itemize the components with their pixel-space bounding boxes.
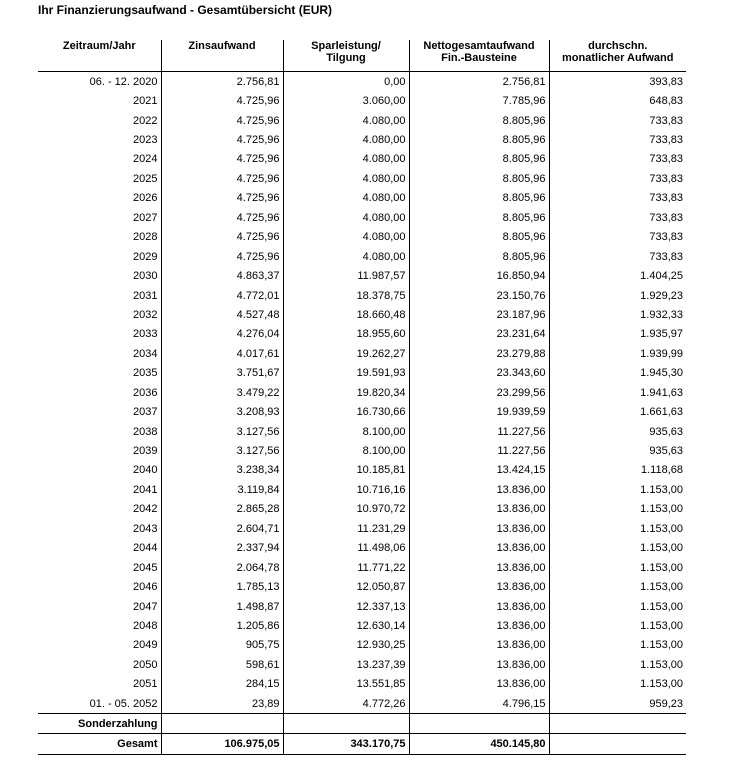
cell-sparleistung: 10.970,72 <box>283 500 409 519</box>
cell-zinsaufwand: 3.238,34 <box>161 461 283 480</box>
col-header-sparleistung-line2: Tilgung <box>326 52 366 64</box>
cell-zinsaufwand: 4.725,96 <box>161 130 283 149</box>
cell-zeitraum: 2042 <box>133 503 158 516</box>
cell-zeitraum: 2021 <box>133 95 158 108</box>
cell-monatlich: 1.935,97 <box>549 325 686 344</box>
cell-netto: 23.231,64 <box>409 325 549 344</box>
cell-netto: 13.836,00 <box>409 558 549 577</box>
cell-zinsaufwand: 905,75 <box>161 636 283 655</box>
cell-zinsaufwand: 23,89 <box>161 694 283 714</box>
cell-sparleistung: 16.730,66 <box>283 402 409 421</box>
cell-monatlich: 1.153,00 <box>549 500 686 519</box>
cell-zinsaufwand: 4.725,96 <box>161 91 283 110</box>
table-row <box>38 325 686 344</box>
sonderzahlung-netto <box>409 714 549 734</box>
table-row <box>38 675 686 694</box>
cell-netto: 13.836,00 <box>409 616 549 635</box>
cell-netto: 23.299,56 <box>409 383 549 402</box>
col-header-zinsaufwand <box>161 40 283 72</box>
cell-zinsaufwand: 3.479,22 <box>161 383 283 402</box>
cell-zeitraum: 2044 <box>133 542 158 555</box>
cell-zinsaufwand: 284,15 <box>161 675 283 694</box>
cell-monatlich: 1.941,63 <box>549 383 686 402</box>
cell-monatlich: 959,23 <box>549 694 686 714</box>
cell-netto: 11.227,56 <box>409 441 549 460</box>
cell-zinsaufwand: 3.119,84 <box>161 480 283 499</box>
cell-zinsaufwand: 3.751,67 <box>161 364 283 383</box>
cell-zeitraum: 2047 <box>133 600 158 613</box>
cell-zeitraum: 2046 <box>133 581 158 594</box>
cell-sparleistung: 4.080,00 <box>283 247 409 266</box>
cell-zeitraum: 2049 <box>133 639 158 652</box>
table-header-row <box>38 40 686 72</box>
table-row <box>38 480 686 499</box>
cell-zeitraum: 2036 <box>133 386 158 399</box>
cell-netto: 19.939,59 <box>409 402 549 421</box>
cell-zinsaufwand: 1.785,13 <box>161 577 283 596</box>
table-row <box>38 247 686 266</box>
page-title: Ihr Finanzierungsaufwand - Gesamtübersicht (EUR) <box>38 3 333 17</box>
cell-monatlich: 1.932,33 <box>549 305 686 324</box>
cell-monatlich: 733,83 <box>549 208 686 227</box>
col-header-sparleistung-line1: Sparleistung/ <box>311 40 381 52</box>
cell-monatlich: 733,83 <box>549 169 686 188</box>
cell-netto: 13.836,00 <box>409 655 549 674</box>
cell-monatlich: 935,63 <box>549 422 686 441</box>
cell-netto: 13.836,00 <box>409 539 549 558</box>
table-row <box>38 636 686 655</box>
cell-zinsaufwand: 4.725,96 <box>161 150 283 169</box>
cell-sparleistung: 8.100,00 <box>283 422 409 441</box>
cell-sparleistung: 11.987,57 <box>283 266 409 285</box>
cell-zeitraum: 2043 <box>133 522 158 535</box>
cell-zinsaufwand: 4.725,96 <box>161 228 283 247</box>
table-row <box>38 539 686 558</box>
cell-monatlich: 1.153,00 <box>549 675 686 694</box>
cell-zeitraum: 2034 <box>133 347 158 360</box>
col-header-zeitraum <box>38 40 161 72</box>
cell-zeitraum: 2030 <box>133 270 158 283</box>
total-row <box>38 734 686 755</box>
cell-netto: 8.805,96 <box>409 228 549 247</box>
cell-netto: 8.805,96 <box>409 208 549 227</box>
cell-monatlich: 1.153,00 <box>549 519 686 538</box>
cell-monatlich: 1.939,99 <box>549 344 686 363</box>
table-row <box>38 111 686 130</box>
cell-zinsaufwand: 4.276,04 <box>161 325 283 344</box>
table-row <box>38 655 686 674</box>
table-row <box>38 616 686 635</box>
cell-sparleistung: 12.337,13 <box>283 597 409 616</box>
cell-sparleistung: 11.231,29 <box>283 519 409 538</box>
table-row <box>38 422 686 441</box>
cell-monatlich: 733,83 <box>549 247 686 266</box>
cell-sparleistung: 11.771,22 <box>283 558 409 577</box>
cell-zeitraum: 2026 <box>133 192 158 205</box>
cell-zeitraum: 2039 <box>133 445 158 458</box>
cell-sparleistung: 13.551,85 <box>283 675 409 694</box>
cell-zeitraum: 2029 <box>133 250 158 263</box>
cell-monatlich: 1.404,25 <box>549 266 686 285</box>
cell-zinsaufwand: 4.725,96 <box>161 208 283 227</box>
col-header-monatlich-line2: monatlicher Aufwand <box>562 52 674 64</box>
cell-zeitraum: 2024 <box>133 153 158 166</box>
cell-sparleistung: 18.378,75 <box>283 286 409 305</box>
cell-monatlich: 1.153,00 <box>549 616 686 635</box>
cell-sparleistung: 4.080,00 <box>283 208 409 227</box>
cell-zeitraum: 2025 <box>133 172 158 185</box>
cell-zeitraum: 2027 <box>133 211 158 224</box>
cell-zeitraum: 2050 <box>133 658 158 671</box>
table-row <box>38 189 686 208</box>
cell-sparleistung: 4.080,00 <box>283 169 409 188</box>
cell-netto: 2.756,81 <box>409 72 549 92</box>
cell-zinsaufwand: 2.604,71 <box>161 519 283 538</box>
cell-monatlich: 1.153,00 <box>549 539 686 558</box>
cell-netto: 4.796,15 <box>409 694 549 714</box>
cell-sparleistung: 13.237,39 <box>283 655 409 674</box>
table-row <box>38 577 686 596</box>
total-label: Gesamt <box>38 734 161 755</box>
cell-zinsaufwand: 4.725,96 <box>161 111 283 130</box>
col-header-sparleistung <box>283 40 409 72</box>
cell-netto: 16.850,94 <box>409 266 549 285</box>
table-row <box>38 286 686 305</box>
cell-sparleistung: 11.498,06 <box>283 539 409 558</box>
table-row <box>38 72 686 92</box>
col-header-monatlich <box>549 40 686 72</box>
cell-netto: 13.836,00 <box>409 519 549 538</box>
table-row <box>38 441 686 460</box>
cell-netto: 11.227,56 <box>409 422 549 441</box>
cell-zeitraum: 2051 <box>133 678 158 691</box>
cell-zeitraum: 2033 <box>133 328 158 341</box>
cell-sparleistung: 10.716,16 <box>283 480 409 499</box>
cell-zinsaufwand: 3.208,93 <box>161 402 283 421</box>
cell-zinsaufwand: 1.498,87 <box>161 597 283 616</box>
sonderzahlung-zins <box>161 714 283 734</box>
cell-sparleistung: 19.820,34 <box>283 383 409 402</box>
table-body <box>38 72 686 755</box>
cell-zeitraum: 01. - 05. 2052 <box>89 697 158 710</box>
cell-zinsaufwand: 4.527,48 <box>161 305 283 324</box>
cell-sparleistung: 4.080,00 <box>283 150 409 169</box>
cell-monatlich: 648,83 <box>549 91 686 110</box>
cell-netto: 13.836,00 <box>409 636 549 655</box>
table-row <box>38 694 686 714</box>
cell-netto: 23.279,88 <box>409 344 549 363</box>
cell-monatlich: 935,63 <box>549 441 686 460</box>
cell-sparleistung: 0,00 <box>283 72 409 92</box>
cell-monatlich: 1.153,00 <box>549 655 686 674</box>
table-row <box>38 344 686 363</box>
table-row <box>38 130 686 149</box>
cell-netto: 13.836,00 <box>409 597 549 616</box>
cell-monatlich: 1.153,00 <box>549 597 686 616</box>
cell-monatlich: 733,83 <box>549 111 686 130</box>
cell-zeitraum: 2045 <box>133 561 158 574</box>
cell-monatlich: 1.153,00 <box>549 577 686 596</box>
sonderzahlung-monatlich <box>549 714 686 734</box>
cell-zinsaufwand: 4.725,96 <box>161 189 283 208</box>
total-sparleistung: 343.170,75 <box>283 734 409 755</box>
table-row <box>38 305 686 324</box>
cell-zeitraum: 2035 <box>133 367 158 380</box>
table-row <box>38 383 686 402</box>
cell-sparleistung: 12.930,25 <box>283 636 409 655</box>
cell-sparleistung: 3.060,00 <box>283 91 409 110</box>
cell-zinsaufwand: 4.017,61 <box>161 344 283 363</box>
table-row <box>38 150 686 169</box>
cell-zinsaufwand: 2.337,94 <box>161 539 283 558</box>
table-row <box>38 169 686 188</box>
table-row <box>38 228 686 247</box>
col-header-netto <box>409 40 549 72</box>
table-row <box>38 500 686 519</box>
total-netto: 450.145,80 <box>409 734 549 755</box>
cell-netto: 8.805,96 <box>409 130 549 149</box>
cell-zinsaufwand: 2.064,78 <box>161 558 283 577</box>
cell-zeitraum: 2031 <box>133 289 158 302</box>
cell-zeitraum: 2023 <box>133 134 158 147</box>
cell-zeitraum: 2028 <box>133 231 158 244</box>
cell-monatlich: 733,83 <box>549 228 686 247</box>
cell-monatlich: 1.153,00 <box>549 480 686 499</box>
cell-sparleistung: 10.185,81 <box>283 461 409 480</box>
cell-zinsaufwand: 3.127,56 <box>161 441 283 460</box>
table-row <box>38 402 686 421</box>
cell-netto: 8.805,96 <box>409 247 549 266</box>
cell-netto: 13.424,15 <box>409 461 549 480</box>
cell-zinsaufwand: 598,61 <box>161 655 283 674</box>
cell-zeitraum: 2041 <box>133 483 158 496</box>
table-row <box>38 208 686 227</box>
cell-sparleistung: 4.080,00 <box>283 189 409 208</box>
cell-sparleistung: 4.080,00 <box>283 111 409 130</box>
cell-zeitraum: 2038 <box>133 425 158 438</box>
cell-zinsaufwand: 2.756,81 <box>161 72 283 92</box>
cell-netto: 8.805,96 <box>409 111 549 130</box>
total-zinsaufwand: 106.975,05 <box>161 734 283 755</box>
sonderzahlung-row <box>38 714 686 734</box>
cell-netto: 13.836,00 <box>409 480 549 499</box>
cell-zinsaufwand: 1.205,86 <box>161 616 283 635</box>
cell-netto: 7.785,96 <box>409 91 549 110</box>
table-row <box>38 558 686 577</box>
cell-zeitraum: 2037 <box>133 406 158 419</box>
cell-zeitraum: 2040 <box>133 464 158 477</box>
cell-sparleistung: 19.591,93 <box>283 364 409 383</box>
cell-sparleistung: 12.050,87 <box>283 577 409 596</box>
cell-zinsaufwand: 4.772,01 <box>161 286 283 305</box>
cell-sparleistung: 18.955,60 <box>283 325 409 344</box>
cell-netto: 23.150,76 <box>409 286 549 305</box>
col-header-netto-line1: Nettogesamtaufwand <box>423 40 535 52</box>
cell-netto: 13.836,00 <box>409 577 549 596</box>
cell-monatlich: 733,83 <box>549 130 686 149</box>
cell-netto: 8.805,96 <box>409 189 549 208</box>
table-row <box>38 266 686 285</box>
cell-zinsaufwand: 3.127,56 <box>161 422 283 441</box>
table-row <box>38 519 686 538</box>
cell-netto: 13.836,00 <box>409 675 549 694</box>
col-header-monatlich-line1: durchschn. <box>588 40 648 52</box>
sonderzahlung-spar <box>283 714 409 734</box>
cell-zinsaufwand: 4.863,37 <box>161 266 283 285</box>
col-header-netto-line2: Fin.-Bausteine <box>441 52 517 64</box>
cell-sparleistung: 4.772,26 <box>283 694 409 714</box>
cell-sparleistung: 4.080,00 <box>283 228 409 247</box>
cell-zeitraum: 2022 <box>133 114 158 127</box>
col-header-zinsaufwand-line1: Zinsaufwand <box>188 40 256 52</box>
cell-netto: 23.187,96 <box>409 305 549 324</box>
cell-sparleistung: 8.100,00 <box>283 441 409 460</box>
cell-zinsaufwand: 4.725,96 <box>161 169 283 188</box>
table-row <box>38 597 686 616</box>
cell-sparleistung: 18.660,48 <box>283 305 409 324</box>
cell-monatlich: 1.118,68 <box>549 461 686 480</box>
cell-monatlich: 1.661,63 <box>549 402 686 421</box>
cell-zeitraum: 2032 <box>133 308 158 321</box>
cell-zinsaufwand: 4.725,96 <box>161 247 283 266</box>
table-row <box>38 364 686 383</box>
cell-netto: 23.343,60 <box>409 364 549 383</box>
cell-netto: 8.805,96 <box>409 150 549 169</box>
cell-zeitraum: 2048 <box>133 619 158 632</box>
table-row <box>38 461 686 480</box>
cell-sparleistung: 12.630,14 <box>283 616 409 635</box>
cell-netto: 13.836,00 <box>409 500 549 519</box>
cell-zinsaufwand: 2.865,28 <box>161 500 283 519</box>
cell-netto: 8.805,96 <box>409 169 549 188</box>
cell-monatlich: 393,83 <box>549 72 686 92</box>
financing-table <box>38 40 686 755</box>
cell-sparleistung: 19.262,27 <box>283 344 409 363</box>
cell-monatlich: 1.153,00 <box>549 558 686 577</box>
total-monatlich <box>549 734 686 755</box>
cell-monatlich: 1.153,00 <box>549 636 686 655</box>
cell-sparleistung: 4.080,00 <box>283 130 409 149</box>
cell-zeitraum: 06. - 12. 2020 <box>89 75 158 88</box>
table-row <box>38 91 686 110</box>
cell-monatlich: 1.945,30 <box>549 364 686 383</box>
cell-monatlich: 733,83 <box>549 150 686 169</box>
col-header-zeitraum-line1: Zeitraum/Jahr <box>62 40 136 52</box>
cell-monatlich: 1.929,23 <box>549 286 686 305</box>
sonderzahlung-label: Sonderzahlung <box>38 714 161 734</box>
cell-monatlich: 733,83 <box>549 189 686 208</box>
